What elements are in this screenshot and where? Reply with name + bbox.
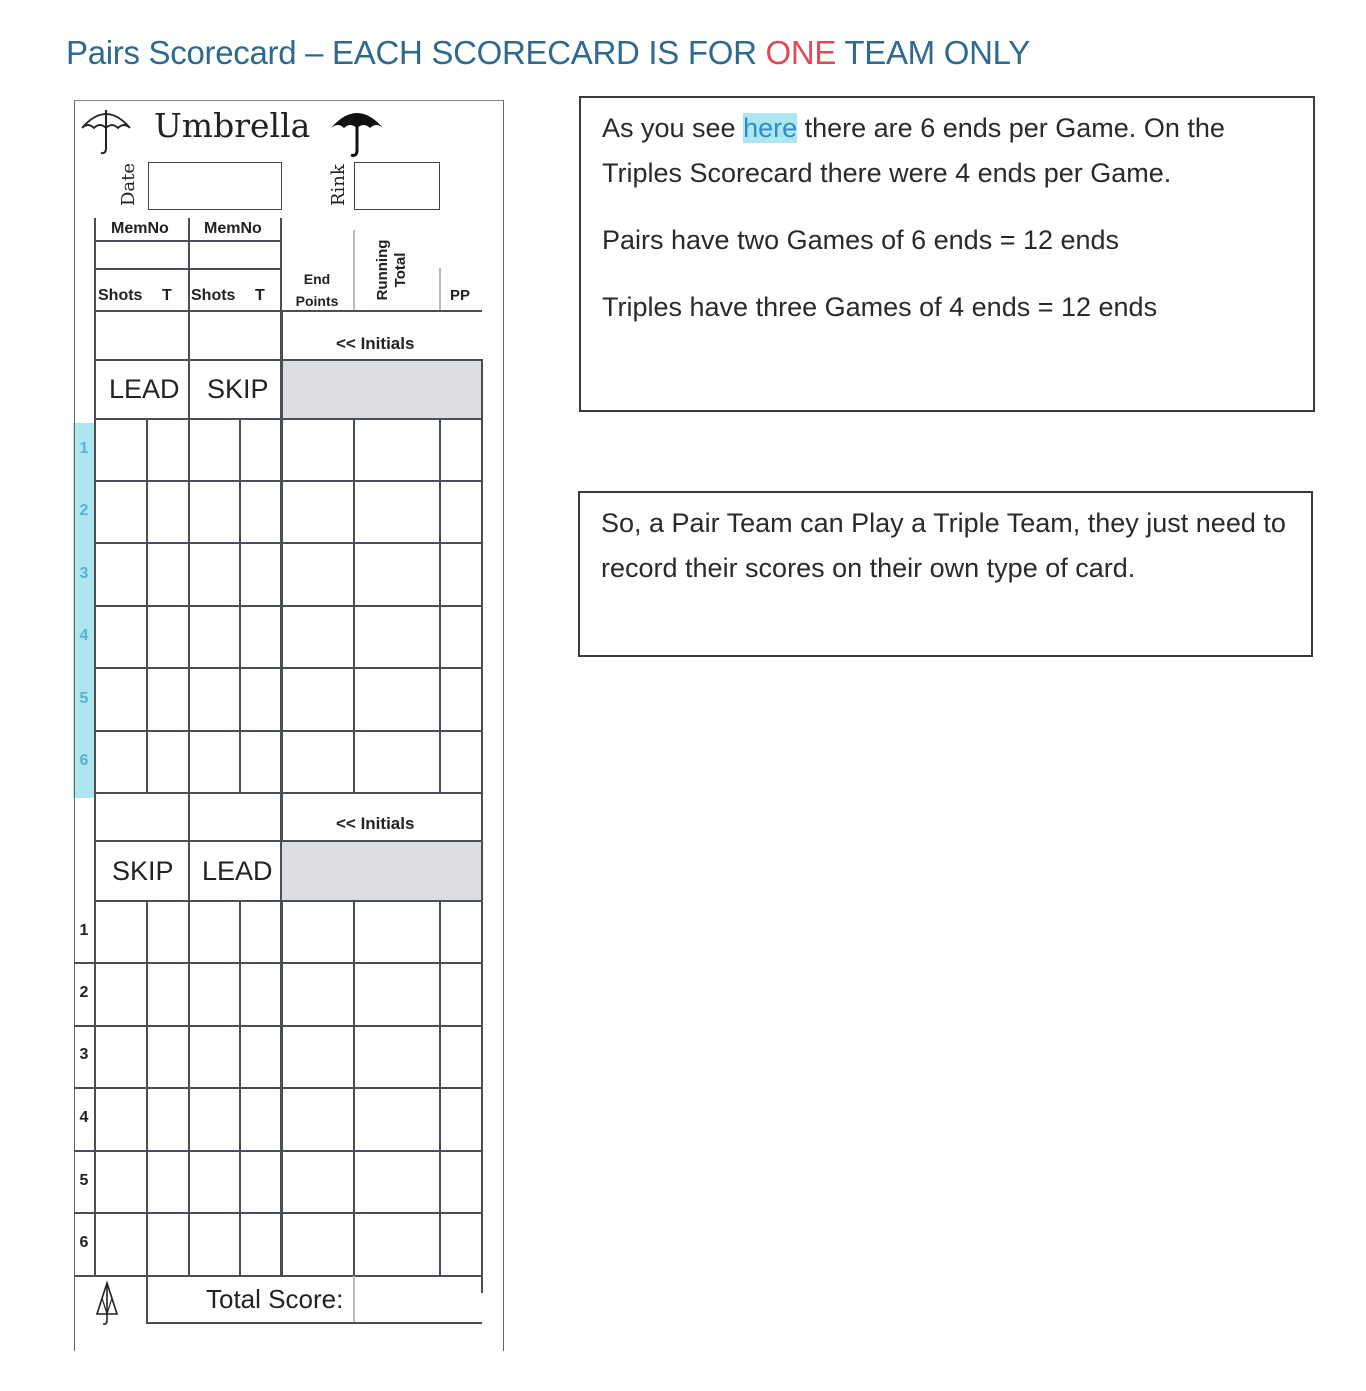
game1-end-number: 2 (79, 502, 89, 519)
note1-triples-line: Triples have three Games of 4 ends = 12 ends (602, 292, 1158, 322)
game2-end-number: 5 (79, 1172, 89, 1189)
scorecard-grid (74, 100, 504, 1350)
brand-name: Umbrella (154, 106, 311, 145)
note-box-pair-vs-triple (578, 491, 1313, 657)
t-header-2: T (255, 287, 265, 304)
umbrella-filled-icon (328, 102, 386, 158)
memno-header-2: MemNo (204, 220, 262, 237)
page-title (66, 34, 1030, 72)
game2-end-number: 2 (79, 984, 89, 1001)
note1-pairs-line: Pairs have two Games of 6 ends = 12 ends (602, 225, 1120, 255)
rink-field[interactable] (354, 162, 440, 210)
game1-end-number: 1 (79, 440, 89, 457)
game1-col2-label: SKIP (207, 374, 269, 404)
game1-grey-block (281, 361, 482, 418)
game1-end-number: 3 (79, 565, 89, 582)
note1-text-post: there are 6 ends per Game. On the Triples Scorecard there were 4 ends per Game. (602, 113, 1225, 188)
memno-header-1: MemNo (111, 220, 169, 237)
game2-col2-label: LEAD (202, 856, 273, 886)
game1-end-number: 5 (79, 690, 89, 707)
note-box-ends (579, 96, 1315, 412)
game2-end-number: 1 (79, 922, 89, 939)
title-part2: TEAM ONLY (836, 34, 1030, 71)
date-field[interactable] (148, 162, 282, 210)
shots-header-2: Shots (191, 287, 236, 304)
total-score-field[interactable] (355, 1277, 479, 1321)
game2-end-number: 4 (79, 1109, 89, 1126)
note2-paragraph: So, a Pair Team can Play a Triple Team, they just need to record their scores on their own type of card. (601, 508, 1286, 583)
closed-umbrella-icon (92, 1280, 122, 1326)
game1-end-number: 4 (79, 627, 89, 644)
note1-text-pre: As you see (602, 113, 744, 143)
note1-paragraph (602, 106, 1292, 196)
game2-col1-label: SKIP (112, 856, 174, 886)
date-label: Date (118, 162, 139, 206)
total-score-label: Total Score: (206, 1284, 344, 1314)
end-points-header: End Points (295, 271, 339, 309)
rink-label: Rink (328, 164, 349, 206)
initials-label-2: << Initials (336, 814, 415, 833)
pp-header: PP (450, 287, 471, 304)
t-header-1: T (162, 287, 172, 304)
umbrella-outline-icon (78, 104, 134, 156)
title-part1: Pairs Scorecard – EACH SCORECARD IS FOR (66, 34, 766, 71)
note1-highlight: here (743, 113, 798, 143)
game1-end-number: 6 (79, 752, 89, 769)
game2-grey-block (282, 842, 481, 900)
game1-col1-label: LEAD (109, 374, 180, 404)
initials-label-1: << Initials (336, 334, 415, 353)
running-total-header: Running Total (374, 239, 409, 301)
shots-header-1: Shots (98, 287, 143, 304)
game2-end-number: 6 (79, 1234, 89, 1251)
title-highlight: ONE (765, 34, 837, 71)
game2-end-number: 3 (79, 1046, 89, 1063)
